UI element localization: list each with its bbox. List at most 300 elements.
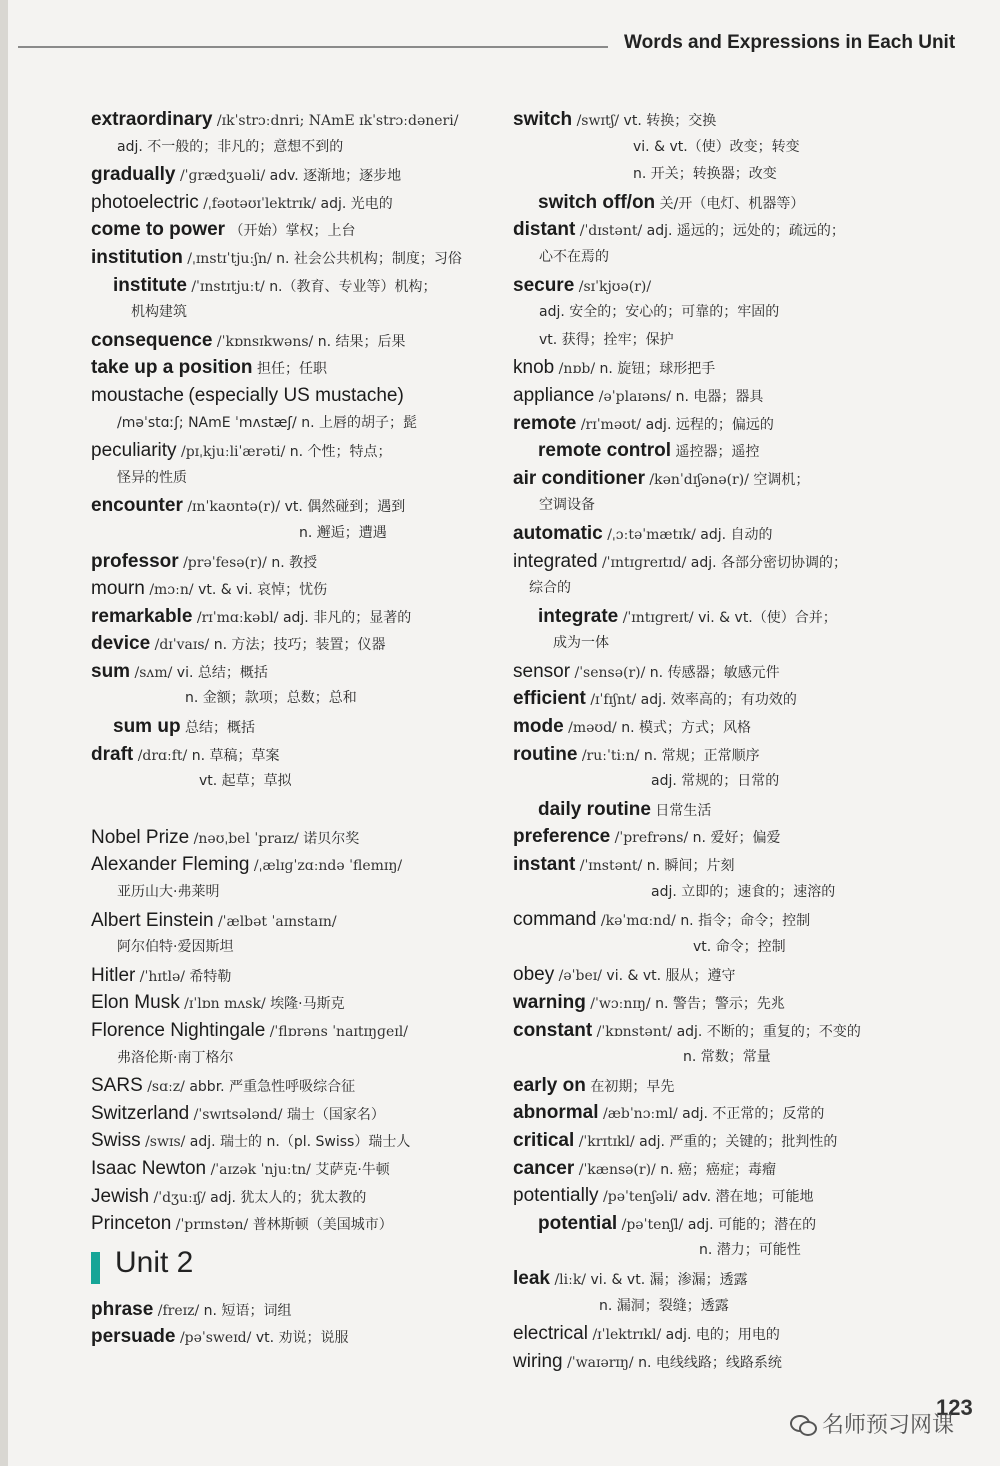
- left-column: [91, 106, 491, 1351]
- pronunciation: /ˌɪnstɪˈtjuːʃn/: [187, 250, 272, 267]
- pronunciation: /ˈɪntɪɡreɪt/: [622, 609, 694, 626]
- pronunciation: /rɪˈmɑːkəbl/: [196, 609, 279, 626]
- pronunciation: /nɒb/: [558, 361, 596, 378]
- definition: adj. 光电的: [320, 195, 393, 212]
- pronunciation: /ˈprefrəns/: [614, 830, 689, 847]
- headword: encounter: [91, 495, 183, 517]
- headword: early on: [513, 1074, 586, 1096]
- vocab-entry: [91, 327, 491, 355]
- headword: command: [513, 909, 597, 931]
- definition: 空调机；: [753, 471, 810, 488]
- vocab-entry: [513, 1072, 913, 1100]
- unit-title: Unit 2: [115, 1245, 194, 1279]
- entry-continuation: [91, 768, 491, 796]
- definition: vi. & vt. 服从；遵守: [606, 968, 736, 985]
- vocab-entry: [513, 1210, 913, 1238]
- vocab-entry: [513, 354, 913, 382]
- pronunciation: /ˈkrɪtɪkl/: [578, 1133, 635, 1150]
- pronunciation: /ruːˈtiːn/: [581, 747, 640, 764]
- vocab-entry: [91, 548, 491, 576]
- definition: n. 旋钮；球形把手: [599, 361, 716, 378]
- entry-continuation: [91, 465, 491, 493]
- vocab-entry: [513, 1155, 913, 1183]
- entry-continuation: [513, 134, 913, 162]
- pronunciation: /pɪˌkjuːliˈærəti/: [181, 444, 286, 461]
- vocab-entry: [513, 410, 913, 438]
- pronunciation: /ˈhɪtlə/: [139, 968, 185, 985]
- pronunciation: /əˈbeɪ/: [558, 968, 602, 985]
- pronunciation: /ˈkɒnsɪkwəns/: [216, 333, 314, 350]
- pronunciation: /ˈaɪzək ˈnjuːtn/: [210, 1161, 311, 1178]
- pronunciation: /sɑːz/: [147, 1079, 185, 1096]
- entry-continuation: [513, 1044, 913, 1072]
- headword: extraordinary: [91, 109, 213, 130]
- definition: n. 常规；正常顺序: [643, 747, 760, 764]
- headword: consequence: [91, 329, 213, 351]
- vocab-entry: [513, 823, 913, 851]
- definition: 担任；任职: [256, 361, 327, 378]
- definition: adj. 可能的；潜在的: [687, 1216, 817, 1233]
- headword: warning: [513, 992, 586, 1013]
- pronunciation: /kənˈdɪʃənə(r)/: [649, 471, 749, 488]
- headword: phrase: [91, 1298, 154, 1320]
- headword: mourn: [91, 578, 145, 600]
- definition: vi. & vt. 漏；渗漏；透露: [590, 1271, 748, 1288]
- headword: institution: [91, 246, 183, 268]
- definition: n. 短语；词组: [203, 1302, 292, 1319]
- pronunciation: /sɪˈkjʊə(r)/: [578, 278, 652, 295]
- vocab-entry: [91, 1296, 491, 1324]
- vocab-entry: [91, 824, 491, 852]
- page-edge: [0, 0, 8, 1466]
- entry-continuation: [513, 299, 913, 327]
- pronunciation: /ˌfəʊtəʊɪˈlektrɪk/: [203, 195, 317, 212]
- page-header-title: Words and Expressions in Each Unit: [624, 32, 956, 53]
- vocab-entry: [513, 548, 913, 576]
- vocab-entry: [91, 216, 491, 244]
- pronunciation: /ˈɪntɪɡreɪtɪd/: [601, 554, 687, 571]
- definition: /məˈstɑːʃ; NAmE ˈmʌstæʃ/ n. 上唇的胡子；髭: [117, 414, 418, 431]
- definition: adj. 犹太人的；犹太教的: [210, 1189, 367, 1206]
- entry-continuation: [513, 1293, 913, 1321]
- headword: instant: [513, 854, 576, 876]
- definition: 诺贝尔奖: [303, 830, 360, 847]
- vocab-entry: [513, 741, 913, 769]
- definition: adj. 瑞士的 n.（pl. Swiss）瑞士人: [189, 1134, 411, 1151]
- headword: distant: [513, 219, 576, 241]
- unit-heading: [91, 1242, 491, 1296]
- headword: Hitler: [91, 964, 136, 986]
- unit-marker-bar: [91, 1252, 100, 1284]
- definition: n. 电线线路；线路系统: [638, 1354, 782, 1371]
- vocab-entry: [91, 630, 491, 658]
- pronunciation: /liːk/: [554, 1271, 587, 1288]
- pronunciation: /pəˈtenʃəli/: [603, 1189, 678, 1206]
- vocab-entry: [513, 1127, 913, 1155]
- entry-continuation: [513, 934, 913, 962]
- headword: wiring: [513, 1350, 563, 1372]
- headword: Elon Musk: [91, 992, 180, 1014]
- pronunciation: /ɪˈlektrɪkl/: [592, 1327, 662, 1344]
- headword: leak: [513, 1267, 550, 1289]
- vocab-entry: [513, 189, 913, 217]
- vocab-entry: [513, 1348, 913, 1376]
- vocab-entry: [513, 437, 913, 465]
- vocab-entry: [513, 520, 913, 548]
- vocab-entry: [91, 492, 491, 520]
- vocab-entry: [513, 465, 913, 493]
- pronunciation: /ˌælɪɡˈzɑːndə ˈflemɪŋ/: [253, 858, 403, 875]
- vocab-entry: [91, 989, 491, 1017]
- section-gap: [91, 796, 491, 824]
- headword: device: [91, 633, 151, 655]
- headword: Isaac Newton: [91, 1157, 207, 1179]
- definition: vi. & vt.（使）合并；: [698, 609, 837, 626]
- vocab-entry: [91, 1127, 491, 1155]
- definition: adj. 各部分密切协调的；: [690, 554, 848, 571]
- definition: vi. 总结；概括: [176, 664, 268, 681]
- vocab-entry: [513, 989, 913, 1017]
- vocab-entry: [513, 796, 913, 824]
- pronunciation: /dɪˈvaɪs/: [154, 637, 210, 654]
- definition: adj. 不正常的；反常的: [682, 1106, 825, 1123]
- pronunciation: /swɪs/: [145, 1134, 186, 1151]
- vocab-entry: [91, 1183, 491, 1211]
- vocab-entry: [91, 1210, 491, 1238]
- pronunciation: /ˈswɪtsələnd/: [193, 1106, 283, 1123]
- pronunciation: /kəˈmɑːnd/: [600, 913, 676, 930]
- definition: 关/开（电灯、机器等）: [659, 195, 805, 212]
- headword: professor: [91, 550, 179, 572]
- definition: n. 社会公共机构；制度；习俗: [276, 250, 462, 267]
- vocab-entry: [513, 713, 913, 741]
- definition: n. 邂逅；遭遇: [299, 524, 387, 541]
- definition: vt. 命令；控制: [693, 938, 786, 955]
- definition: n. 教授: [271, 554, 318, 571]
- vocab-entry: [513, 1182, 913, 1210]
- vocab-entry: [91, 1017, 491, 1045]
- pronunciation: /prəˈfesə(r)/: [183, 554, 267, 571]
- definition: vi. & vt.（使）改变；转变: [633, 138, 800, 155]
- vocab-entry: [513, 382, 913, 410]
- vocab-entry: [91, 907, 491, 935]
- headword: persuade: [91, 1326, 176, 1348]
- vocab-entry: [513, 216, 913, 244]
- headword: sum: [91, 660, 131, 682]
- watermark: [790, 1408, 954, 1439]
- definition: vt. 转换；交换: [623, 113, 717, 129]
- headword: moustache: [91, 384, 184, 406]
- definition: n. 癌；癌症；毒瘤: [660, 1161, 776, 1178]
- pronunciation: /ɪkˈstrɔːdnri; NAmE ɪkˈstrɔːdəneri/: [216, 113, 459, 129]
- vocab-entry: [513, 603, 913, 631]
- headword: Alexander Fleming: [91, 854, 250, 876]
- pronunciation: /æbˈnɔːml/: [602, 1106, 678, 1123]
- vocab-entry: [513, 1320, 913, 1348]
- definition: 综合的: [529, 580, 571, 597]
- pronunciation: /ɪnˈkaʊntə(r)/: [187, 499, 281, 516]
- pronunciation: /əˈplaɪəns/: [598, 388, 672, 405]
- headword: gradually: [91, 164, 176, 186]
- definition: vt. 起草；草拟: [199, 773, 292, 790]
- definition: 亚历山大·弗莱明: [117, 884, 220, 901]
- vocab-entry: [91, 189, 491, 217]
- vocab-entry: [513, 658, 913, 686]
- pronunciation: /drɑːft/: [137, 747, 188, 764]
- vocab-entry: [91, 603, 491, 631]
- pronunciation: /ˈɪnstɪtjuːt/: [191, 278, 265, 295]
- vocab-entry: [513, 1099, 913, 1127]
- headword: remote: [513, 412, 577, 434]
- definition: adj. 非凡的；显著的: [282, 609, 412, 626]
- headword: efficient: [513, 688, 586, 710]
- vocab-entry: [91, 244, 491, 272]
- header-rule: [18, 46, 608, 48]
- definition: n. 电器；器具: [675, 388, 764, 405]
- definition: adj. 电的；用电的: [665, 1327, 780, 1344]
- headword: Jewish: [91, 1185, 150, 1207]
- vocab-entry: [513, 906, 913, 934]
- wechat-icon: [790, 1413, 816, 1435]
- vocab-entry: [513, 272, 913, 300]
- definition: 机构建筑: [131, 304, 187, 321]
- headword: draft: [91, 743, 134, 765]
- pronunciation: /ˈwɔːnɪŋ/: [590, 996, 651, 1012]
- headword: Albert Einstein: [91, 909, 214, 931]
- entry-continuation: [513, 575, 913, 603]
- vocab-entry: [91, 437, 491, 465]
- headword: switch off/on: [538, 191, 656, 213]
- definition: n. 指令；命令；控制: [680, 913, 811, 930]
- definition: n. 漏洞；裂缝；透露: [599, 1297, 729, 1314]
- pronunciation: /ɪˈfɪʃnt/: [590, 692, 637, 709]
- headword: remarkable: [91, 605, 193, 627]
- headword: Swiss: [91, 1130, 141, 1152]
- definition: 成为一体: [553, 635, 609, 652]
- pronunciation: /ˈsensə(r)/: [574, 664, 646, 681]
- pronunciation: /sʌm/: [134, 664, 173, 681]
- page-number: 123: [936, 1395, 973, 1420]
- definition: n. 传感器；敏感元件: [649, 664, 780, 681]
- vocab-entry: [513, 106, 913, 134]
- headword: switch: [513, 109, 573, 130]
- definition: 希特勒: [189, 968, 232, 985]
- definition: 日常生活: [655, 802, 712, 819]
- entry-continuation: [91, 1045, 491, 1073]
- entry-continuation: [513, 879, 913, 907]
- headword: preference: [513, 826, 611, 848]
- pronunciation: /ˈflɒrəns ˈnaɪtɪŋɡeɪl/: [269, 1024, 408, 1040]
- entry-continuation: [91, 934, 491, 962]
- headword: Nobel Prize: [91, 826, 190, 848]
- pronunciation: /rɪˈməʊt/: [580, 416, 642, 433]
- headword: Princeton: [91, 1213, 172, 1235]
- headword: Florence Nightingale: [91, 1020, 266, 1041]
- pronunciation: /ˈwaɪərɪŋ/: [567, 1354, 634, 1371]
- headword: cancer: [513, 1157, 575, 1179]
- entry-continuation: [513, 768, 913, 796]
- definition: 空调设备: [539, 497, 595, 514]
- headword: obey: [513, 964, 555, 986]
- vocab-entry: [91, 1155, 491, 1183]
- headword: abnormal: [513, 1102, 599, 1124]
- definition: n. 个性；特点；: [289, 444, 392, 461]
- headword: remote control: [538, 440, 672, 462]
- entry-continuation: [91, 879, 491, 907]
- definition: vt. & vi. 哀悼；忧伤: [198, 582, 328, 599]
- definition: n. 结果；后果: [317, 333, 406, 350]
- headword: photoelectric: [91, 191, 199, 213]
- definition: adv. 潜在地；可能地: [681, 1189, 814, 1206]
- vocab-entry: [91, 713, 491, 741]
- definition: n. 草稿；草案: [191, 747, 280, 764]
- definition: 艾萨克·牛顿: [315, 1161, 390, 1178]
- entry-continuation: [513, 492, 913, 520]
- headword: peculiarity: [91, 440, 177, 462]
- vocab-entry: [513, 1017, 913, 1045]
- definition: adj. 不断的；重复的；不变的: [676, 1023, 861, 1040]
- headword-variant: (especially US mustache): [188, 384, 404, 406]
- definition: abbr. 严重急性呼吸综合征: [189, 1079, 356, 1096]
- definition: n. 瞬间；片刻: [646, 858, 735, 875]
- pronunciation: /ˈɡrædʒuəli/: [179, 168, 266, 185]
- entry-continuation: [91, 520, 491, 548]
- headword: integrate: [538, 605, 619, 627]
- vocab-entry: [91, 354, 491, 382]
- pronunciation: /ˈdɪstənt/: [579, 223, 643, 240]
- vocab-entry: [91, 382, 491, 410]
- definition: n. 开关；转换器；改变: [633, 166, 777, 183]
- definition: adj. 遥远的；远处的；疏远的；: [646, 223, 845, 240]
- headword: sensor: [513, 660, 571, 682]
- entry-continuation: [513, 244, 913, 272]
- definition: adv. 逐渐地；逐步地: [269, 168, 402, 185]
- pronunciation: /ˈælbət ˈaɪnstaɪn/: [217, 913, 337, 930]
- definition: 心不在焉的: [539, 248, 609, 265]
- definition: adj. 严重的；关键的；批判性的: [639, 1133, 838, 1150]
- headword: mode: [513, 716, 564, 738]
- definition: 总结；概括: [185, 720, 256, 737]
- vocab-entry: [91, 1323, 491, 1351]
- pronunciation: /pəˈsweɪd/: [179, 1330, 252, 1347]
- headword: institute: [113, 274, 187, 296]
- definition: adj. 不一般的；非凡的；意想不到的: [117, 138, 344, 155]
- pronunciation: /ˈkænsə(r)/: [578, 1161, 656, 1178]
- definition: adj. 远程的；偏远的: [645, 416, 774, 433]
- pronunciation: /ˈprɪnstən/: [175, 1217, 249, 1234]
- headword: automatic: [513, 522, 603, 544]
- pronunciation: /mɔːn/: [149, 582, 194, 599]
- definition: n.（教育、专业等）机构；: [269, 278, 437, 295]
- definition: 遥控器；遥控: [675, 444, 760, 461]
- headword: knob: [513, 357, 555, 379]
- headword: constant: [513, 1019, 593, 1041]
- headword: Switzerland: [91, 1102, 190, 1124]
- vocab-entry: [91, 851, 491, 879]
- entry-continuation: [91, 134, 491, 162]
- headword: SARS: [91, 1075, 143, 1097]
- definition: 弗洛伦斯·南丁格尔: [117, 1049, 234, 1066]
- vocab-entry: [91, 741, 491, 769]
- entry-continuation: [91, 299, 491, 327]
- watermark-text: 名师预习网课: [822, 1413, 955, 1438]
- entry-continuation: [91, 685, 491, 713]
- right-column: [513, 106, 913, 1375]
- vocab-entry: [91, 1100, 491, 1128]
- headword: potential: [538, 1212, 618, 1234]
- headword: appliance: [513, 384, 595, 406]
- definition: 在初期；早先: [590, 1078, 675, 1095]
- vocab-entry: [91, 962, 491, 990]
- definition: n. 常数；常量: [683, 1049, 771, 1066]
- definition: n. 潜力；可能性: [699, 1242, 801, 1259]
- entry-continuation: [513, 161, 913, 189]
- definition: n. 爱好；偏爱: [692, 830, 781, 847]
- vocab-entry: [91, 1072, 491, 1100]
- headword: potentially: [513, 1185, 599, 1207]
- pronunciation: /ˈɪnstənt/: [579, 858, 643, 875]
- pronunciation: /ˈkɒnstənt/: [596, 1023, 673, 1040]
- headword: daily routine: [538, 798, 651, 820]
- pronunciation: /pəˈtenʃl/: [621, 1216, 684, 1233]
- headword: electrical: [513, 1323, 588, 1345]
- vocab-entry: [91, 658, 491, 686]
- vocab-entry: [513, 961, 913, 989]
- vocab-entry: [513, 851, 913, 879]
- definition: vt. 劝说；说服: [255, 1330, 349, 1347]
- entry-continuation: [91, 410, 491, 438]
- pronunciation: /ˈdʒuːɪʃ/: [153, 1189, 206, 1206]
- pronunciation: /nəʊˌbel ˈpraɪz/: [193, 830, 299, 847]
- definition: adj. 效率高的；有功效的: [640, 692, 797, 709]
- definition: 埃隆·马斯克: [270, 996, 345, 1013]
- entry-continuation: [513, 630, 913, 658]
- headword: take up a position: [91, 357, 253, 379]
- pronunciation: /freɪz/: [157, 1302, 200, 1319]
- definition: n. 方法；技巧；装置；仪器: [213, 637, 386, 654]
- definition: vt. 偶然碰到；遇到: [284, 499, 406, 516]
- headword: sum up: [113, 716, 181, 738]
- definition: adj. 自动的: [700, 526, 773, 543]
- headword: air conditioner: [513, 467, 645, 489]
- headword: critical: [513, 1129, 575, 1151]
- definition: n. 金额；款项；总数；总和: [185, 690, 357, 707]
- entry-continuation: [513, 1237, 913, 1265]
- headword: routine: [513, 743, 578, 765]
- vocab-entry: [91, 106, 491, 134]
- entry-continuation: [513, 327, 913, 355]
- definition: adj. 安全的；安心的；可靠的；牢固的: [539, 304, 780, 321]
- vocab-entry: [91, 161, 491, 189]
- definition: （开始）掌权；上台: [229, 223, 356, 240]
- pronunciation: /ɪˈlɒn mʌsk/: [184, 996, 266, 1013]
- definition: 普林斯顿（美国城市）: [252, 1217, 393, 1234]
- vocab-entry: [513, 1265, 913, 1293]
- definition: vt. 获得；拴牢；保护: [539, 331, 674, 348]
- definition: n. 模式；方式；风格: [621, 720, 752, 737]
- definition: adj. 立即的；速食的；速溶的: [651, 883, 836, 900]
- definition: adj. 常规的；日常的: [651, 773, 780, 790]
- definition: 怪异的性质: [117, 469, 187, 486]
- headword: come to power: [91, 219, 226, 241]
- definition: 瑞士（国家名）: [286, 1106, 385, 1123]
- vocab-entry: [91, 575, 491, 603]
- definition: 阿尔伯特·爱因斯坦: [117, 939, 234, 956]
- pronunciation: /ˌɔːtəˈmætɪk/: [607, 526, 696, 543]
- vocab-entry: [513, 685, 913, 713]
- pronunciation: /məʊd/: [568, 720, 617, 737]
- headword: integrated: [513, 550, 598, 572]
